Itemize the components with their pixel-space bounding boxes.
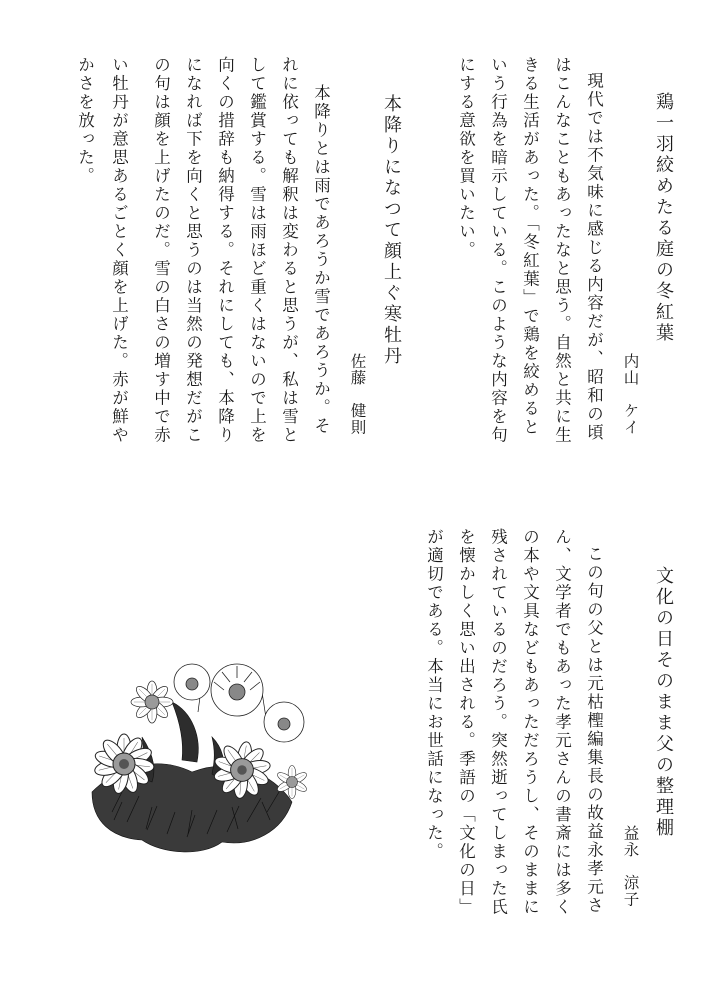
essay-3-author: 益永 涼子: [621, 825, 640, 908]
flower-illustration-icon: [52, 642, 320, 864]
essay-1-line: 現代では不気味に感じる内容だが、昭和の頃: [584, 72, 604, 442]
essay-2-line: 本降りとは雨であろうか雪であろうか。そ: [311, 84, 331, 436]
essay-2-line: れに依っても解釈は変わると思うが、私は雪と: [279, 56, 299, 445]
essay-3-title: 文化の日そのまま父の整理棚: [653, 566, 674, 839]
essay-3-line: ん、文学者でもあった孝元さんの書斎には多く: [552, 528, 572, 917]
essay-2-title: 本降りになつて顔上ぐ寒牡丹: [381, 94, 402, 367]
essay-3-line: この句の父とは元枯檉編集長の故益永孝元さ: [584, 545, 604, 915]
essay-1-line: いう行為を暗示している。このような内容を句: [488, 56, 508, 445]
essay-1-title: 鶏一羽絞めたる庭の冬紅葉: [653, 92, 674, 344]
essay-2-line: 向くの措辞も納得する。それにしても、本降り: [215, 56, 235, 445]
essay-3-line: を懐かしく思い出される。季語の「文化の日」: [456, 528, 476, 917]
essay-3-line: 残されているのだろう。突然逝ってしまった氏: [488, 528, 508, 917]
essay-2-line: い牡丹が意思あるごとく顔を上げた。赤が鮮や: [109, 56, 129, 445]
essay-2-line: になれば下を向くと思うのは当然の発想だがこ: [183, 56, 203, 445]
essay-1-line: はこんなこともあったなと思う。自然と共に生: [552, 56, 572, 445]
essay-3-line: の本や文具などもあっただろうし、そのままに: [520, 528, 540, 917]
essay-1-line: きる生活があった。「冬紅葉」で鶏を絞めると: [520, 56, 540, 437]
essay-2-line: して鑑賞する。雪は雨ほど重くはないので上を: [247, 56, 267, 445]
essay-3-line: が適切である。本当にお世話になった。: [424, 528, 444, 861]
essay-2-author: 佐藤 健則: [348, 353, 367, 436]
essay-2-line: の句は顔を上げたのだ。雪の白さの増す中で赤: [151, 56, 171, 445]
essay-1-line: にする意欲を買いたい。: [456, 56, 476, 260]
essay-1-author: 内山 ケイ: [621, 353, 640, 436]
essay-2-line: かさを放った。: [75, 56, 95, 186]
